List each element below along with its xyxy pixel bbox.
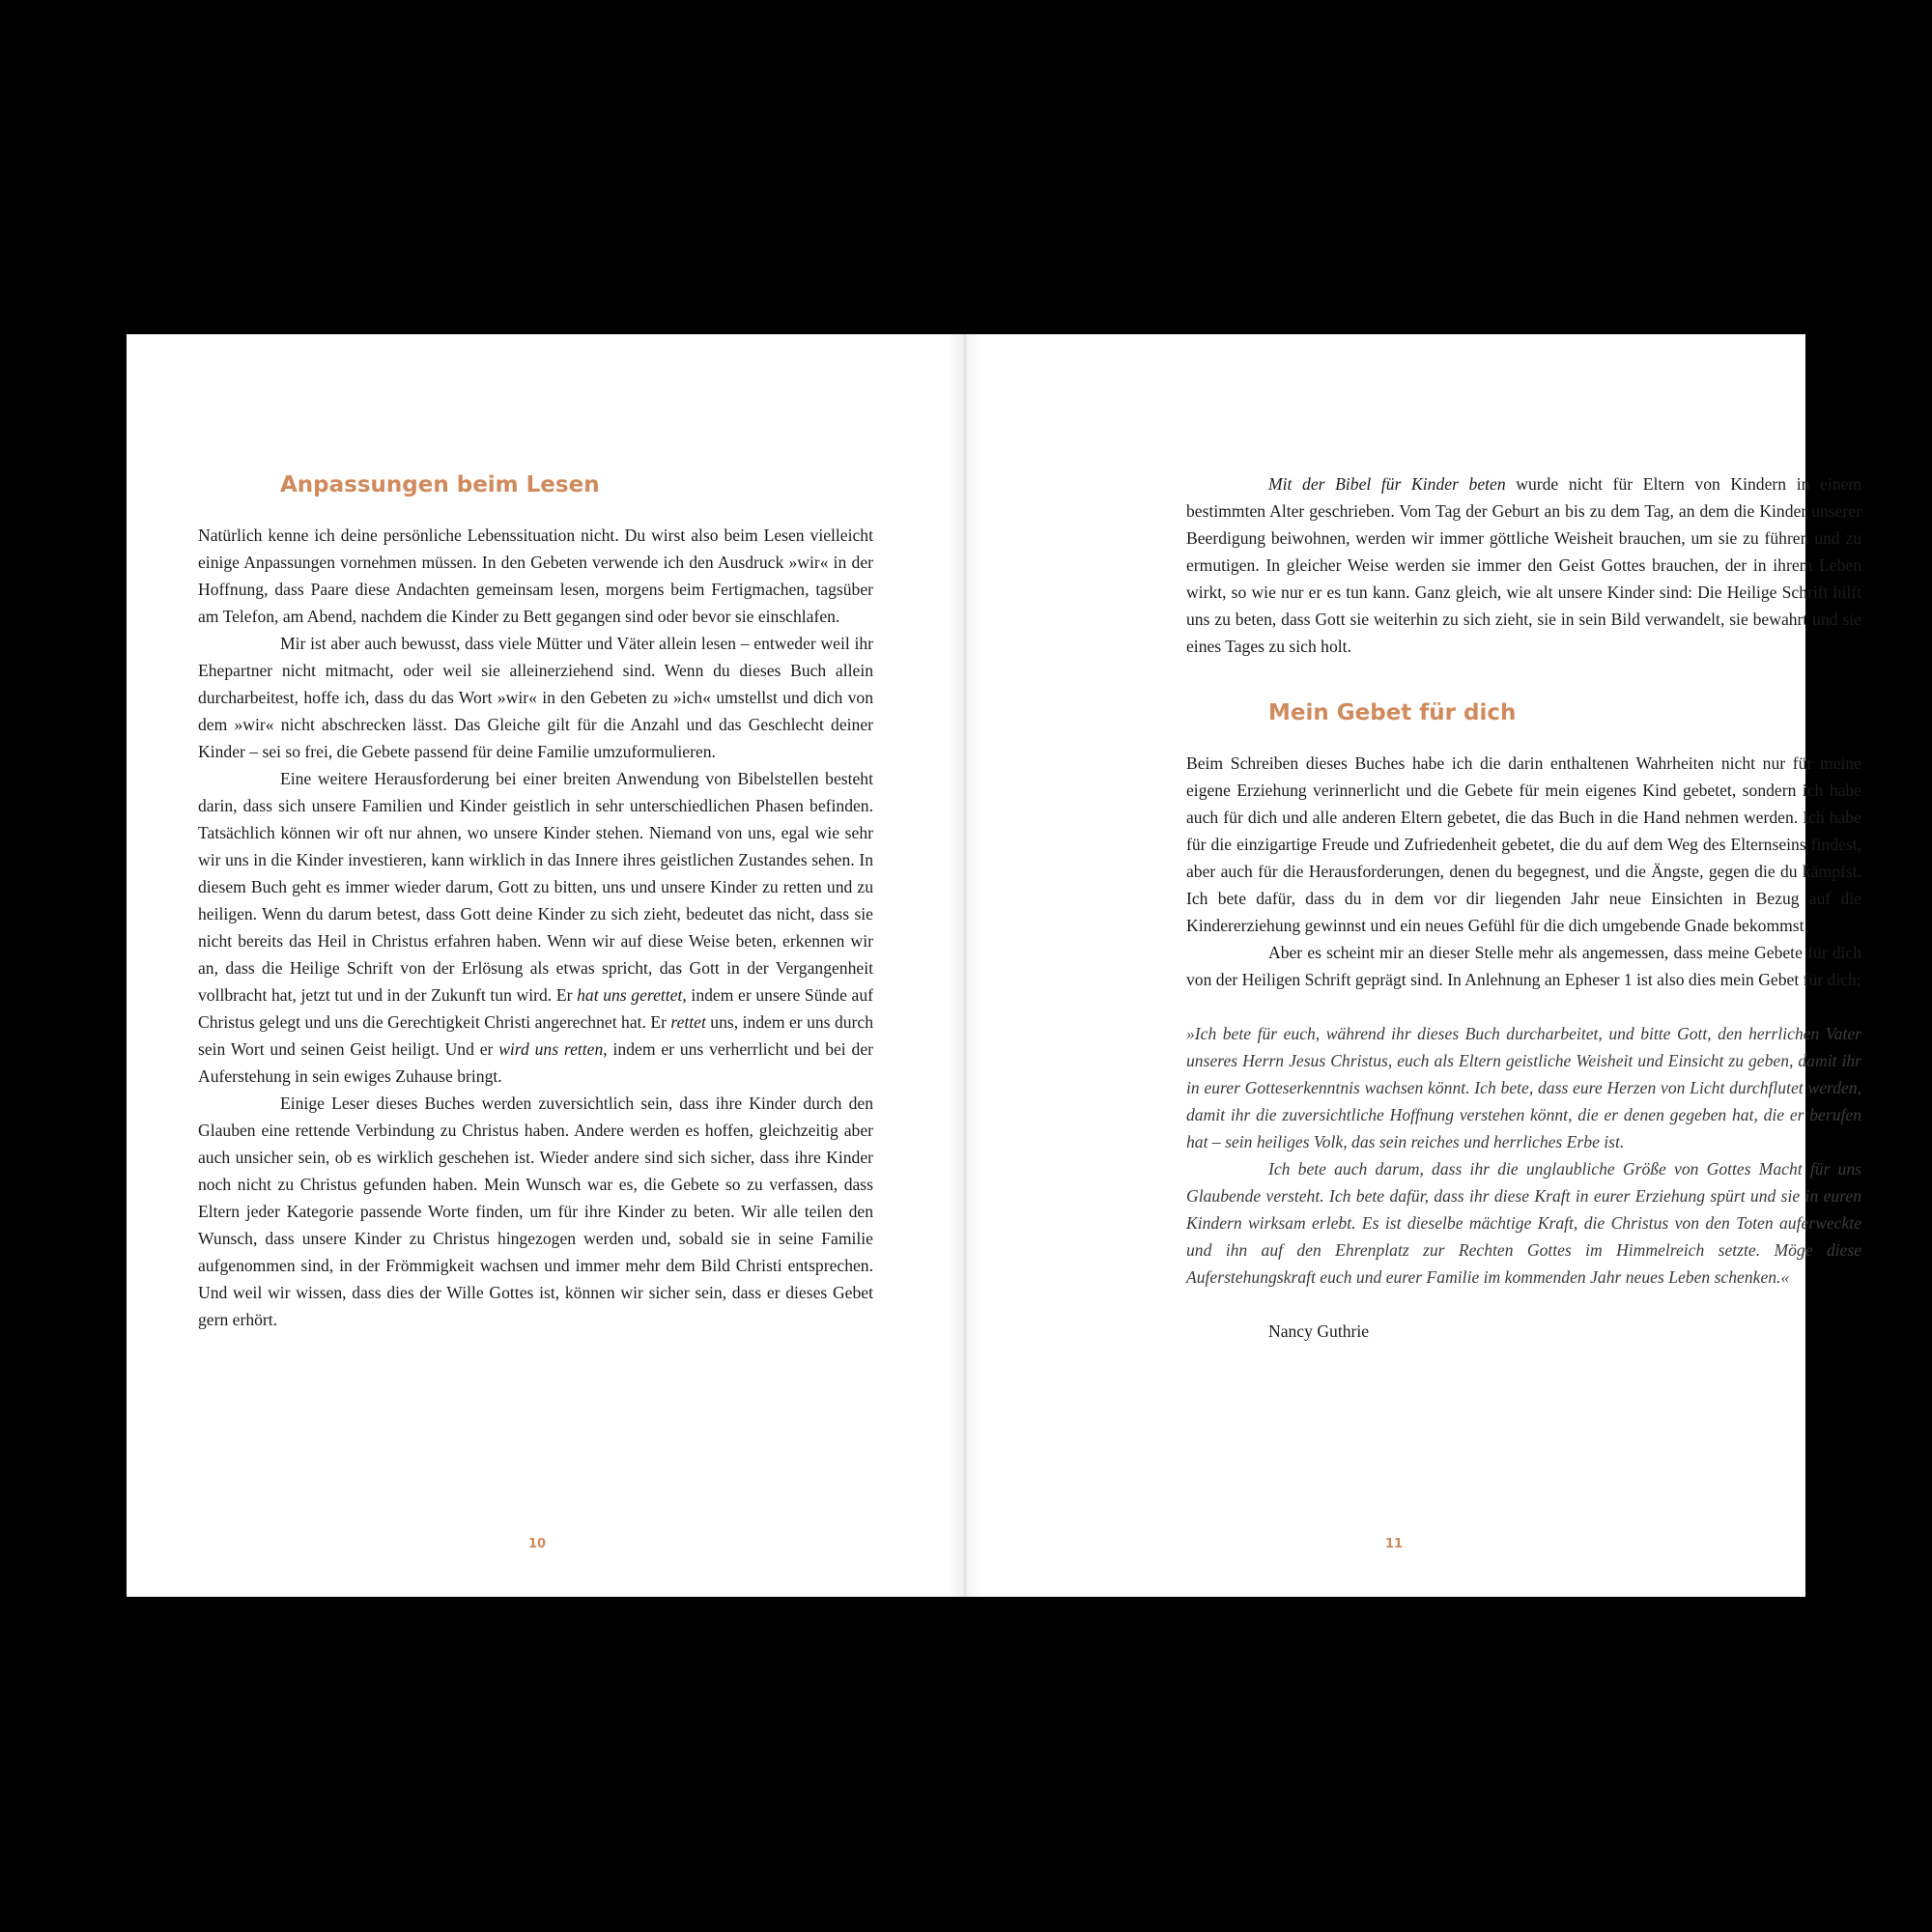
signature: Nancy Guthrie bbox=[1268, 1321, 1370, 1341]
prayer-quote: Ich bete auch darum, dass ihr die unglaubliche Größe von Gottes Macht für uns Glaubende versteht. Ich bete dafür, dass ihr diese Kraft in eurer Erziehung spürt und sie in euren Kindern wirksam erlebt. Es ist dieselbe mächtige Kraft, die Christus von den Toten auferweckte und ihn auf den Ehrenplatz zur Rechten Gottes im Himmelreich setzte. Möge diese Auferstehungskraft euch und eurer Familie im kommenden Jahr neues Leben schenken.« bbox=[1186, 1159, 1861, 1287]
prayer-quote: »Ich bete für euch, während ihr dieses Buch durcharbeitet, und bitte Gott, den herrlichen Vater unseres Herrn Jesus Christus, euch als Eltern geistliche Weisheit und Einsicht zu geben, damit ihr in eurer Gotteserkenntnis wachsen könnt. Ich bete, dass eure Herzen von Licht durchflutet werden, damit ihr die zuversichtliche Hoffnung verstehen könnt, die er denen gegeben hat, die er berufen hat – sein heiliges Volk, das sein reiches und herrliches Erbe ist. bbox=[1186, 1024, 1861, 1151]
paragraph: Beim Schreiben dieses Buches habe ich die darin enthaltenen Wahrheiten nicht nur für meine eigene Erziehung verinnerlicht und die Gebete für mein eigenes Kind gebetet, sondern ich habe auch für dich und alle anderen Eltern gebetet, die das Buch in die Hand nehmen werden. Ich habe für die einzigartige Freude und Zufriedenheit gebetet, die du auf dem Weg des Elternseins findest, aber auch für die Herausforderungen, denen du begegnest, und die Ängste, gegen die du kämpfst. Ich bete dafür, dass du in dem vor dir liegenden Jahr neue Einsichten in Bezug auf die Kindererziehung gewinnst und ein neues Gefühl für die dich umgebende Gnade bekommst. bbox=[1186, 753, 1861, 935]
left-page bbox=[127, 334, 965, 1597]
right-column bbox=[1186, 470, 1861, 1345]
emphasis: wird uns retten bbox=[498, 1039, 604, 1059]
paragraph bbox=[198, 765, 873, 1090]
page-number: 10 bbox=[527, 1537, 547, 1551]
paragraph-text: Eine weitere Herausforderung bei einer breiten Anwendung von Bibelstellen besteht darin, dass sich unsere Familien und Kinder geistlich in sehr unterschiedlichen Phasen befinden. Tatsächlich können wir oft nur ahnen, wo unsere Kinder stehen. Niemand von uns, egal wie sehr wir uns in die Kinder investieren, kann wirklich in das Innere ihres geistlichen Zustandes sehen. In diesem Buch geht es immer wieder darum, Gott zu bitten, uns und unsere Kinder zu retten und zu heiligen. Wenn du darum betest, dass Gott deine Kinder zu sich zieht, bedeutet das nicht, dass sie nicht bereits das Heil in Christus erfahren haben. Wenn wir auf diese Weise beten, erkennen wir an, dass die Heilige Schrift von der Erlösung als etwas spricht, das Gott in der Vergangenheit vollbracht hat, jetzt tut und in der Zukunft tun wird. bbox=[198, 769, 873, 1005]
paragraph-text: wurde nicht für Eltern von Kindern in einem bestimmten Alter geschrieben. Vom Tag der Geburt an bis zu dem Tag, an dem die Kinder unserer Beerdigung beiwohnen, werden wir immer göttliche Weisheit brauchen, um sie zu führen und zu ermutigen. In gleicher Weise werden sie immer den Geist Gottes brauchen, der in ihrem Leben wirkt, so wie nur er es tun kann. Ganz gleich, wie alt unsere Kinder sind: Die Heilige Schrift hilft uns zu beten, dass Gott sie weiterhin zu sich zieht, sie in sein Bild verwandelt, sie bewahrt und sie eines Tages zu sich holt. bbox=[1186, 474, 1861, 656]
paragraph: Einige Leser dieses Buches werden zuversichtlich sein, dass ihre Kinder durch den Glauben eine rettende Verbindung zu Christus haben. Andere werden es hoffen, gleichzeitig aber auch unsicher sein, ob es wirklich geschehen ist. Wieder andere sind sich sicher, dass ihre Kinder noch nicht zu Christus gefunden haben. Mein Wunsch war es, die Gebete so zu verfassen, dass Eltern jeder Kategorie passende Worte finden, um für ihre Kinder zu beten. Wir alle teilen den Wunsch, dass unsere Kinder zu Christus hingezogen werden und, sobald sie in seine Familie aufgenommen sind, in der Frömmigkeit wachsen und immer mehr dem Bild Christi entsprechen. Und weil wir wissen, dass dies der Wille Gottes ist, können wir sicher sein, dass er dieses Gebet gern erhört. bbox=[198, 1094, 873, 1329]
left-column bbox=[198, 470, 873, 1333]
book-spread bbox=[127, 334, 1861, 1597]
right-page bbox=[965, 334, 1861, 1597]
paragraph-text: Er bbox=[552, 985, 578, 1005]
gutter-shadow bbox=[948, 334, 982, 1597]
page-number: 11 bbox=[1384, 1537, 1404, 1551]
intro-paragraph bbox=[1186, 470, 1861, 660]
section-heading-anpassungen: Anpassungen beim Lesen bbox=[280, 472, 600, 497]
section-heading-gebet: Mein Gebet für dich bbox=[1268, 700, 1517, 725]
paragraph-text: uns, indem er uns durch sein Wort und seinen Geist heiligt. Und er bbox=[198, 1012, 873, 1059]
paragraph: Mir ist aber auch bewusst, dass viele Mütter und Väter allein lesen – entweder weil ihr Ehepartner nicht mitmacht, oder weil sie alleinerziehend sind. Wenn du dieses Buch allein durcharbeitest, hoffe ich, dass du das Wort »wir« in den Gebeten zu »ich« umstellst und dich von dem »wir« nicht abschrecken lässt. Das Gleiche gilt für die Anzahl und das Geschlecht deiner Kinder – sei so frei, die Gebete passend für deine Familie umzuformulieren. bbox=[198, 634, 873, 761]
paragraph: Natürlich kenne ich deine persönliche Lebenssituation nicht. Du wirst also beim Lesen vielleicht einige Anpassungen vornehmen müssen. In den Gebeten verwende ich den Ausdruck »wir« in der Hoffnung, dass Paare diese Andachten gemeinsam lesen, morgens beim Fertigmachen, tagsüber am Telefon, am Abend, nachdem die Kinder zu Bett gegangen sind oder bevor sie einschlafen. bbox=[198, 526, 873, 626]
emphasis: hat uns gerettet bbox=[577, 985, 683, 1005]
book-title: Mit der Bibel für Kinder beten bbox=[1268, 474, 1506, 494]
paragraph-text: , indem er unsere Sünde auf Christus gelegt und uns die Gerechtigkeit Christi angerechnet hat. Er bbox=[198, 985, 874, 1032]
paragraph-text: , indem er uns verherrlicht und bei der Auferstehung in sein ewiges Zuhause bringt. bbox=[198, 1039, 873, 1086]
emphasis: rettet bbox=[670, 1012, 706, 1032]
paragraph: Aber es scheint mir an dieser Stelle mehr als angemessen, dass meine Gebete für dich von der Heiligen Schrift geprägt sind. In Anlehnung an Epheser 1 ist also dies mein Gebet für dich: bbox=[1186, 943, 1861, 989]
